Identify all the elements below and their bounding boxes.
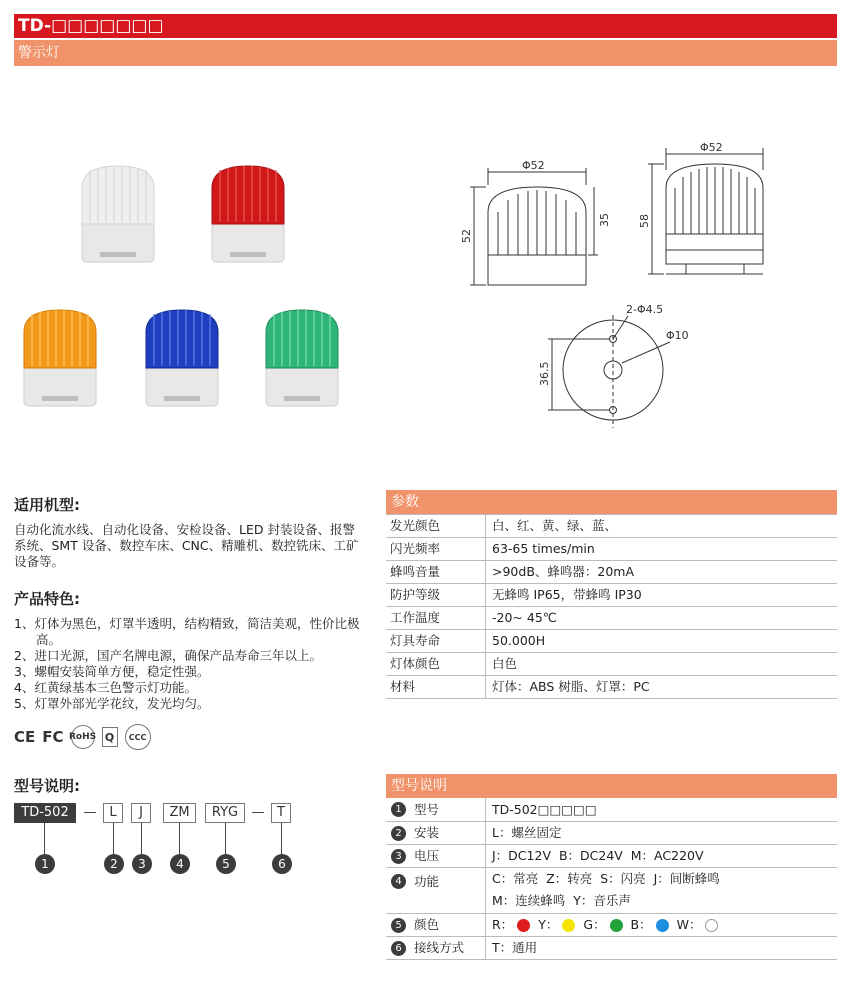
model-connector — [225, 823, 226, 854]
lamp-dome — [212, 166, 284, 224]
model-key-cell — [386, 914, 486, 936]
param-value: -20~ 45℃ — [492, 610, 557, 625]
model-dash — [252, 812, 264, 813]
table-row — [386, 560, 837, 583]
model-box-function: ZM — [163, 803, 196, 823]
model-key: 接线方式 — [414, 940, 465, 955]
lamp-dome — [24, 310, 96, 368]
table-row — [386, 844, 837, 867]
side-height-label: 52 — [460, 229, 473, 243]
left-column — [14, 494, 364, 750]
model-key-cell — [386, 937, 486, 959]
param-value: 白色 — [492, 656, 518, 671]
ccc-mark-icon: CCC — [125, 724, 151, 750]
color-options — [486, 914, 726, 936]
applicable-text: 自动化流水线、自动化设备、安检设备、LED 封装设备、报警系统、SMT 设备、数控车床、CNC、精雕机、数控铣床、工矿设备等。 — [14, 522, 359, 569]
row-number-badge: 1 — [391, 802, 406, 817]
features-list — [14, 616, 364, 712]
color-label: R： — [492, 917, 514, 932]
features-title: 产品特色: — [14, 590, 80, 608]
model-value: TD-502□□□□□ — [492, 801, 597, 817]
model-key: 安装 — [414, 825, 440, 840]
model-table — [386, 774, 837, 960]
params-table-header: 参数 — [386, 490, 837, 514]
model-connector — [113, 823, 114, 854]
model-box-series: TD-502 — [14, 803, 76, 823]
model-key-cell — [386, 868, 486, 913]
row-number-badge: 4 — [391, 874, 406, 889]
feature-item: 3、螺帽安装简单方便，稳定性强。 — [14, 664, 210, 679]
table-row — [386, 652, 837, 675]
blue-swatch — [656, 919, 669, 932]
certification-logos — [14, 724, 364, 750]
table-row — [386, 629, 837, 652]
param-value: 灯体：ABS 树脂、灯罩：PC — [492, 679, 650, 694]
model-box-wiring: T — [271, 803, 291, 823]
param-key: 灯体颜色 — [386, 653, 486, 675]
model-key: 电压 — [414, 848, 440, 863]
side-width-label: Φ52 — [522, 159, 545, 172]
front-height-label: 58 — [638, 214, 651, 228]
green-swatch — [610, 919, 623, 932]
row-number-badge: 6 — [391, 941, 406, 956]
model-value: C：常亮 Z：转亮 S：闪亮 J：间断蜂鸣 — [492, 871, 720, 886]
base-holes-label: 2-Φ4.5 — [626, 303, 664, 316]
table-row — [386, 936, 837, 959]
lamp-dome — [266, 310, 338, 368]
model-connector — [179, 823, 180, 854]
quality-mark-icon: Q — [102, 727, 118, 747]
table-row — [386, 798, 837, 821]
base-center-label: Φ10 — [666, 329, 689, 342]
rohs-mark-icon: RoHS — [71, 725, 95, 749]
model-value-group — [486, 868, 720, 913]
model-value: T：通用 — [492, 940, 538, 955]
table-row — [386, 913, 837, 936]
lamp-dome — [82, 166, 154, 224]
color-label: B： — [630, 917, 652, 932]
row-number-badge: 2 — [391, 826, 406, 841]
white-swatch — [705, 919, 718, 932]
model-key: 颜色 — [414, 917, 440, 932]
model-connector — [281, 823, 282, 854]
side-dome-label: 35 — [598, 213, 611, 227]
param-key: 发光颜色 — [386, 515, 486, 537]
yellow-swatch — [562, 919, 575, 932]
param-value: 63-65 times/min — [492, 541, 595, 556]
color-label: G： — [583, 917, 606, 932]
model-number-badge: 5 — [216, 854, 236, 874]
blue-lamp-image — [140, 308, 224, 408]
table-row — [386, 583, 837, 606]
model-box-mount: L — [103, 803, 123, 823]
model-box-voltage: J — [131, 803, 151, 823]
feature-item: 5、灯罩外部光学花纹，发光均匀。 — [14, 696, 210, 711]
model-number-badge: 3 — [132, 854, 152, 874]
color-label: W： — [676, 917, 702, 932]
row-number-badge: 5 — [391, 918, 406, 933]
model-value: M：连续蜂鸣 Y：音乐声 — [492, 893, 631, 908]
param-value: 50.000H — [492, 633, 546, 648]
model-value: L：螺丝固定 — [492, 825, 562, 840]
applicable-title: 适用机型: — [14, 496, 80, 514]
page-subtitle: 警示灯 — [18, 45, 60, 61]
param-key: 蜂鸣音量 — [386, 561, 486, 583]
front-view-drawing — [638, 141, 763, 274]
param-value: 白、红、黄、绿、蓝、 — [492, 518, 618, 533]
model-explain-title: 型号说明: — [14, 777, 80, 795]
table-row — [386, 675, 837, 698]
amber-lamp-image — [18, 308, 102, 408]
feature-item: 2、进口光源，国产名牌电源，确保产品寿命三年以上。 — [14, 648, 322, 663]
lamp-dome — [146, 310, 218, 368]
red-lamp-image — [206, 164, 290, 264]
feature-item: 1、灯体为黑色，灯罩半透明，结构精致，简洁美观，性价比极高。 — [14, 616, 360, 647]
base-spacing-label: 36.5 — [538, 361, 551, 386]
model-table-header: 型号说明 — [386, 774, 837, 798]
model-key: 型号 — [414, 801, 440, 817]
feature-item: 4、红黄绿基本三色警示灯功能。 — [14, 680, 197, 695]
param-value: 无蜂鸣 IP65，带蜂鸣 IP30 — [492, 587, 642, 602]
param-key: 工作温度 — [386, 607, 486, 629]
table-row — [386, 537, 837, 560]
base-view-drawing — [538, 303, 689, 428]
param-key: 材料 — [386, 676, 486, 698]
param-key: 防护等级 — [386, 584, 486, 606]
model-connector — [141, 823, 142, 854]
title-bar — [14, 14, 837, 38]
table-row — [386, 821, 837, 844]
param-value: >90dB、蜂鸣器：20mA — [492, 564, 635, 579]
model-dash — [84, 812, 96, 813]
model-number-badge: 1 — [35, 854, 55, 874]
model-number-badge: 4 — [170, 854, 190, 874]
table-row — [386, 606, 837, 629]
ce-mark-icon: CE — [14, 728, 36, 746]
table-row — [386, 514, 837, 537]
page-title: TD-□□□□□□□ — [18, 16, 164, 36]
table-row — [386, 867, 837, 913]
fcc-mark-icon: FC — [42, 728, 64, 746]
model-box-color: RYG — [205, 803, 245, 823]
side-view-drawing — [460, 159, 611, 285]
subtitle-bar — [14, 40, 837, 66]
white-lamp-image — [76, 164, 160, 264]
color-label: Y： — [538, 917, 559, 932]
model-connector — [44, 823, 45, 854]
dimension-drawings — [450, 130, 790, 440]
model-key: 功能 — [414, 874, 440, 889]
model-number-badge: 6 — [272, 854, 292, 874]
row-number-badge: 3 — [391, 849, 406, 864]
model-key-cell — [386, 822, 486, 844]
params-table — [386, 490, 837, 699]
red-swatch — [517, 919, 530, 932]
model-number-badge: 2 — [104, 854, 124, 874]
param-key: 闪光频率 — [386, 538, 486, 560]
model-key-cell — [386, 845, 486, 867]
green-lamp-image — [260, 308, 344, 408]
front-width-label: Φ52 — [700, 141, 723, 154]
param-key: 灯具寿命 — [386, 630, 486, 652]
model-key-cell — [386, 798, 486, 821]
model-value: J：DC12V B：DC24V M：AC220V — [492, 848, 704, 863]
